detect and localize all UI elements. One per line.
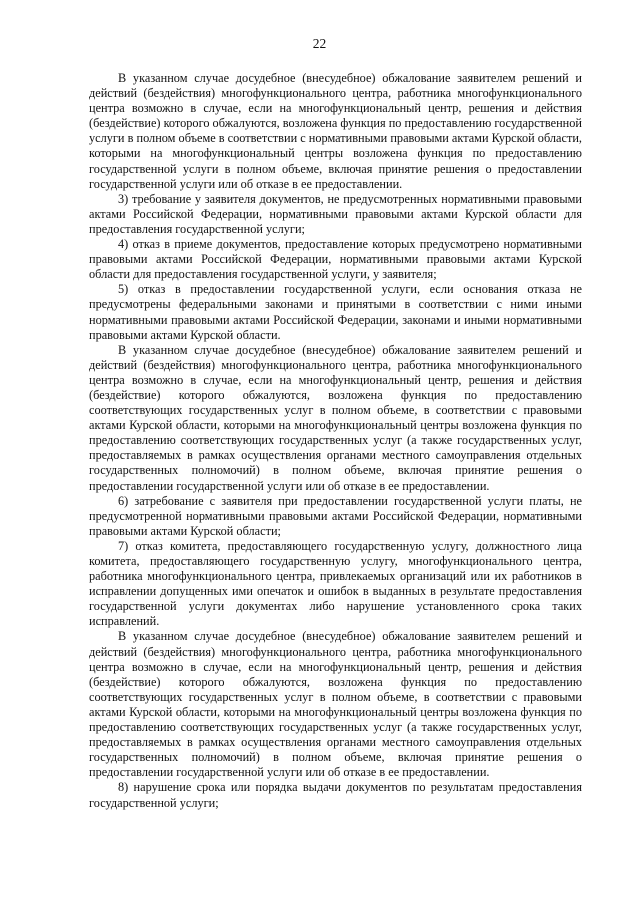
paragraph-item-4: 4) отказ в приеме документов, предоставление которых предусмотрено нормативными правовыми актами Российской Федерации, нормативными правовыми актами Курской области для предоставления государственной услуги, у заявителя; — [89, 237, 582, 282]
page-number: 22 — [312, 36, 327, 51]
paragraph-item-3: 3) требование у заявителя документов, не предусмотренных нормативными правовыми актами Российской Федерации, нормативными правовыми актами Курской области для предоставления государственной услуги; — [89, 191, 582, 236]
paragraph-item-5: 5) отказ в предоставлении государственной услуги, если основания отказа не предусмотрены федеральными законами и принятыми в соответствии с ними иными нормативными правовыми актами Российской Федерации, законами и иными нормативными правовыми актами Курской области. — [89, 282, 582, 342]
paragraph-mfc-appeal-2: В указанном случае досудебное (внесудебное) обжалование заявителем решений и действий (бездействия) многофункционального центра, работника многофункционального центра возможно в случае, если на многофункциональный центр, решения и действия (бездействие) которого обжалуются, возложена функция по предоставлению соответствующих государственных услуг в полном объеме, в соответствии с правовыми актами Курской области, которыми на многофункциональный центры возложена функция по предоставлению соответствующих государственных услуг (а также государственных услуг, предоставляемых в рамках осуществления органами местного самоуправления отдельных государственных полномочий) в полном объеме, включая принятие решения о предоставлении государственной услуги или об отказе в ее предоставлении. — [89, 342, 582, 493]
paragraph-item-6: 6) затребование с заявителя при предоставлении государственной услуги платы, не предусмотренной нормативными правовыми актами Российской Федерации, нормативными правовыми актами Курской области; — [89, 493, 582, 538]
paragraph-item-7: 7) отказ комитета, предоставляющего государственную услугу, должностного лица комитета, предоставляющего государственную услугу, многофункционального центра, работника многофункционального центра, привлекаемых организаций или их работников в исправлении допущенных ими опечаток и ошибок в выданных в результате предоставления государственной услуги документах либо нарушение установленного срока таких исправлений. — [89, 538, 582, 629]
paragraph-mfc-appeal-3: В указанном случае досудебное (внесудебное) обжалование заявителем решений и действий (бездействия) многофункционального центра, работника многофункционального центра возможно в случае, если на многофункциональный центр, решения и действия (бездействие) которого обжалуются, возложена функция по предоставлению соответствующих государственных услуг в полном объеме, в соответствии с правовыми актами Курской области, которыми на многофункциональный центры возложена функция по предоставлению соответствующих государственных услуг (а также государственных услуг, предоставляемых в рамках осуществления органами местного самоуправления отдельных государственных полномочий) в полном объеме, включая принятие решения о предоставлении государственной услуги или об отказе в ее предоставлении. — [89, 629, 582, 780]
document-body — [89, 71, 582, 811]
paragraph-mfc-appeal-1: В указанном случае досудебное (внесудебное) обжалование заявителем решений и действий (бездействия) многофункционального центра, работника многофункционального центра возможно в случае, если на многофункциональный центр, решения и действия (бездействие) которого обжалуются, возложена функция по предоставлению государственной услуги в полном объеме в соответствии с нормативными правовыми актами Курской области, которыми на многофункциональный центры возложена функция по предоставлению государственной услуги в полном объеме, включая принятие решения о предоставлении государственной услуги или об отказе в ее предоставлении. — [89, 71, 582, 191]
paragraph-item-8: 8) нарушение срока или порядка выдачи документов по результатам предоставления государственной услуги; — [89, 780, 582, 810]
